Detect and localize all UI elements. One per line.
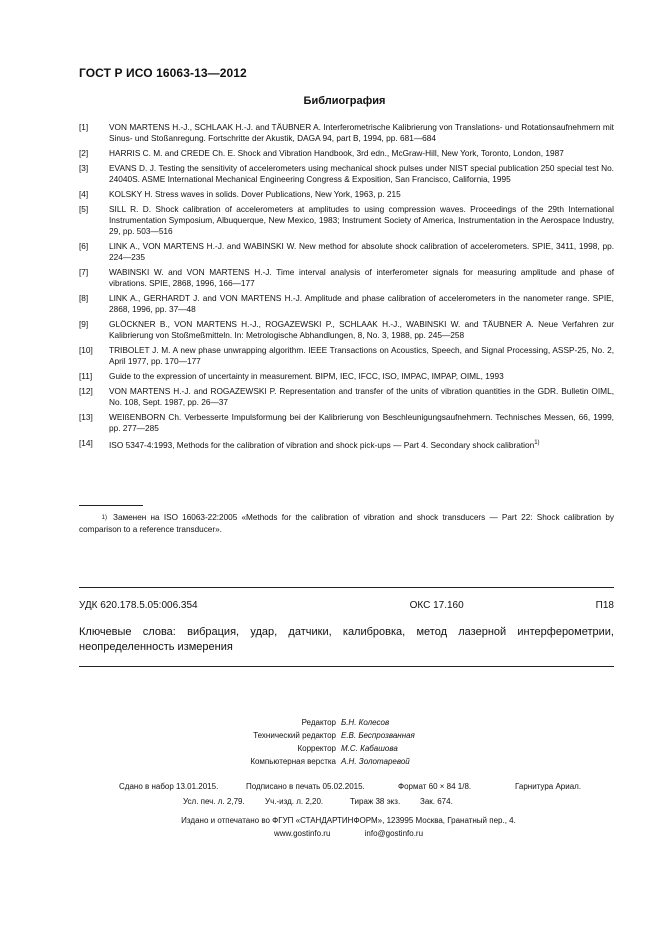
reference-body: ISO 5347-4:1993, Methods for the calibration of vibration and shock pick-ups — Part 4. Secondary shock calibration	[109, 439, 535, 450]
reference-text	[109, 319, 614, 341]
reference-text	[109, 189, 614, 200]
keywords: Ключевые слова: вибрация, удар, датчики, калибровка, метод лазерной интерферометрии, неопределенность измерения	[79, 626, 614, 653]
footnote-text: Заменен на ISO 16063-22:2005 «Methods for the calibration of vibration and shock transducers — Part 22: Shock calibration by comparison to a reference transducer».	[79, 513, 614, 534]
staff-person: Е.В. Беспрозванная	[341, 731, 415, 740]
reference-body: WABINSKI W. and VON MARTENS H.-J. Time interval analysis of interferometer signals for measuring amplitude and phase of vibrations. SPIE, 2868, 1996, 166—177	[109, 266, 614, 288]
reference-body: GLÖCKNER B., VON MARTENS H.-J., ROGAZEWSKI P., SCHLAAK H.-J., WABINSKI W. and TÄUBNER A. Neue Verfahren zur Kalibrierung von Stoßmeßmitteln. In: Metrologische Abhandlungen, 8, No. 3, 1988, pp. 245—258	[109, 318, 614, 340]
print-run: Тираж 38 экз.	[350, 797, 401, 806]
reference-item	[79, 438, 614, 451]
staff-person: М.С. Кабашова	[341, 744, 398, 753]
reference-body: HARRIS C. M. and CREDE Ch. E. Shock and Vibration Handbook, 3rd edn., McGraw-Hill, New York, Toronto, London, 1987	[109, 148, 564, 158]
reference-body: TRIBOLET J. M. A new phase unwrapping algorithm. IEEE Transactions on Acoustics, Speech, and Signal Processing, ASSP-25, No. 2, April 1977, pp. 170—177	[109, 344, 614, 366]
reference-number: [1]	[79, 122, 89, 132]
reference-item	[79, 267, 614, 289]
publisher-contacts	[36, 827, 661, 840]
reference-number: [10]	[79, 344, 93, 355]
oks-code: ОКС 17.160	[409, 600, 464, 611]
reference-body: LINK A., GERHARDT J. and VON MARTENS H.-J. Amplitude and phase calibration of accelerometers in the nanometer range. SPIE, 2868, 1996, pp. 37—48	[109, 292, 614, 314]
reference-item	[79, 386, 614, 408]
divider-top	[79, 587, 614, 588]
udk-code: УДК 620.178.5.05:006.354	[79, 600, 198, 611]
order-number: Зак. 674.	[420, 797, 453, 806]
staff-role: Корректор	[297, 744, 336, 753]
standard-code: ГОСТ Р ИСО 16063-13—2012	[79, 66, 247, 80]
publishing-sheets: Уч.-изд. л. 2,20.	[265, 797, 324, 806]
reference-item	[79, 293, 614, 315]
submitted-date: Сдано в набор 13.01.2015.	[119, 782, 219, 791]
reference-body: Guide to the expression of uncertainty in measurement. BIPM, IEC, IFCC, ISO, IMPAC, IMPAP, OIML, 1993	[109, 370, 504, 381]
reference-text	[109, 148, 614, 159]
reference-text	[109, 438, 614, 451]
staff-person: Б.Н. Колесов	[341, 718, 390, 727]
publisher-line: Издано и отпечатано во ФГУП «СТАНДАРТИНФОРМ», 123995 Москва, Гранатный пер., 4.	[181, 816, 516, 825]
reference-text	[109, 412, 614, 434]
reference-item	[79, 371, 614, 382]
reference-number: [7]	[79, 266, 89, 277]
reference-text	[109, 267, 614, 289]
reference-number: [2]	[79, 148, 89, 158]
reference-body: VON MARTENS H.-J., SCHLAAK H.-J. and TÄUBNER A. Interferometrische Kalibrierung von Translations- und Rotationsaufnehmern mit Sinus- und Stoßanregung. Fortschritte der Akustik, DAGA 94, part B, 1994, pp. 681—684	[109, 122, 614, 144]
reference-item	[79, 148, 614, 159]
reference-number: [13]	[79, 411, 93, 422]
staff-line	[0, 729, 661, 742]
reference-body: KOLSKY H. Stress waves in solids. Dover Publications, New York, 1963, p. 215	[109, 188, 401, 199]
publisher-info	[0, 814, 661, 840]
divider-bottom	[79, 666, 614, 667]
reference-item	[79, 163, 614, 185]
signed-date: Подписано в печать 05.02.2015.	[246, 782, 365, 791]
staff-role: Редактор	[301, 718, 336, 727]
paper-format: Формат 60 × 84 1/8.	[398, 782, 472, 791]
reference-text	[109, 163, 614, 185]
reference-list	[79, 122, 614, 454]
reference-text	[109, 386, 614, 408]
footnote-reference: 1)	[534, 439, 540, 446]
website-link[interactable]: www.gostinfo.ru	[273, 829, 331, 838]
reference-number: [8]	[79, 292, 89, 303]
bibliography-title: Библиография	[303, 95, 386, 107]
reference-body: EVANS D. J. Testing the sensitivity of accelerometers using mechanical shock pulses under NIST special publication 250 special test No. 24040S. ASME International Mechanical Engineering Congress & Exposition, San Francisco, California, 1995	[109, 162, 614, 184]
print-sheets: Усл. печ. л. 2,79.	[183, 797, 245, 806]
reference-number: [3]	[79, 162, 89, 173]
reference-item	[79, 189, 614, 200]
reference-number: [14]	[79, 437, 93, 448]
reference-text	[109, 293, 614, 315]
reference-text	[109, 122, 614, 144]
reference-item	[79, 319, 614, 341]
reference-item	[79, 412, 614, 434]
staff-line	[0, 742, 661, 755]
reference-item	[79, 241, 614, 263]
reference-item	[79, 122, 614, 144]
reference-text	[109, 371, 614, 382]
editorial-staff	[0, 716, 661, 768]
reference-number: [6]	[79, 240, 89, 251]
group-code: П18	[595, 600, 614, 611]
reference-body: VON MARTENS H.-J. and ROGAZEWSKI P. Representation and transfer of the units of vibration quantities in the GDR. Bulletin OIML, No. 108, Sept. 1987, pp. 26—37	[109, 385, 614, 407]
reference-number: [12]	[79, 385, 93, 396]
reference-text	[109, 345, 614, 367]
reference-text	[109, 204, 614, 238]
staff-role: Технический редактор	[253, 731, 336, 740]
classification-row	[79, 600, 614, 611]
reference-body: WEIßENBORN Ch. Verbesserte Impulsformung bei der Kalibrierung von Beschleunigungsaufnehmern. Technisches Messen, 66, 1999, pp. 277—285	[109, 411, 614, 433]
reference-body: SILL R. D. Shock calibration of accelerometers at amplitudes to using compression waves. Proceedings of the 29th International Instrumentation Symposium, Albuquerque, New Mexico, 1983; Instrument Society of America, Instrumentation in the Aerospace Industry, 29, pp. 503—516	[109, 203, 614, 236]
reference-text	[109, 241, 614, 263]
reference-body: LINK A., VON MARTENS H.-J. and WABINSKI W. New method for absolute shock calibration of accelerometers. SPIE, 3411, 1998, pp. 224—235	[109, 240, 614, 262]
staff-line	[0, 755, 661, 768]
email-link[interactable]: info@gostinfo.ru	[364, 829, 424, 838]
typeface: Гарнитура Ариал.	[515, 782, 582, 791]
reference-number: [11]	[79, 370, 93, 381]
reference-number: [5]	[79, 203, 89, 214]
staff-role: Компьютерная верстка	[250, 757, 336, 766]
staff-line	[0, 716, 661, 729]
footnote	[79, 512, 614, 536]
staff-person: А.Н. Золотаревой	[341, 757, 410, 766]
footnote-divider	[79, 505, 143, 506]
footnote-mark: 1)	[101, 515, 107, 521]
reference-item	[79, 345, 614, 367]
reference-number: [4]	[79, 188, 89, 199]
reference-item	[79, 204, 614, 238]
reference-number: [9]	[79, 318, 89, 329]
